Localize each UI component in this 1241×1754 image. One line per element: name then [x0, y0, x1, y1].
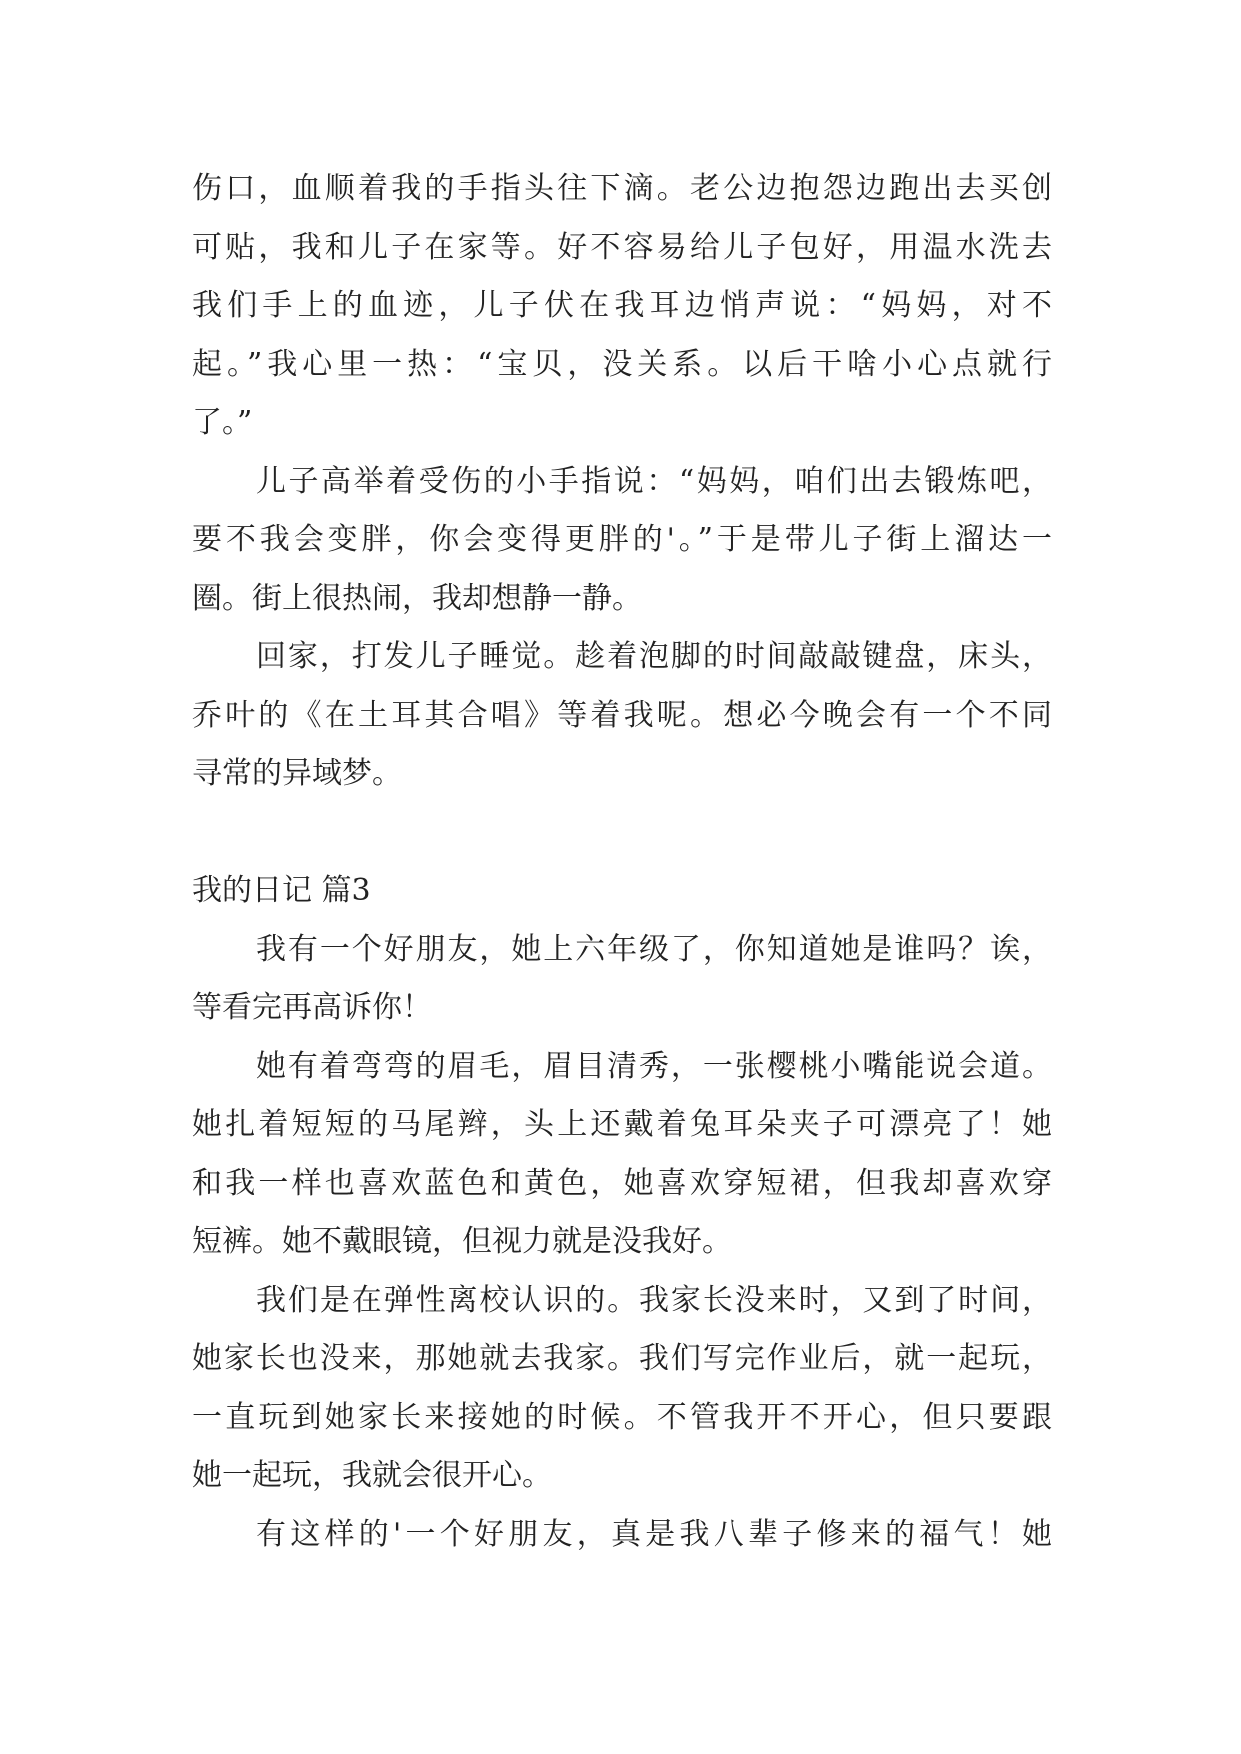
text-line: 她扎着短短的马尾辫，头上还戴着兔耳朵夹子可漂亮了！她 — [192, 1107, 1052, 1142]
text-line: 乔叶的《在土耳其合唱》等着我呢。想必今晚会有一个不同 — [192, 697, 1052, 733]
text-line: 她家长也没来，那她就去我家。我们写完作业后，就一起玩， — [192, 1341, 1052, 1376]
text-line: 等看完再高诉你！ — [192, 990, 432, 1025]
text-line: 我们手上的血迹，儿子伏在我耳边悄声说：“妈妈，对不 — [192, 288, 1052, 323]
text-line: 起。”我心里一热：“宝贝，没关系。以后干啥小心点就行 — [192, 346, 1052, 382]
text-line: 要不我会变胖，你会变得更胖的'。”于是带儿子街上溜达一 — [192, 522, 1052, 557]
text-line: 寻常的异域梦。 — [192, 756, 402, 791]
text-line: 一直玩到她家长来接她的时候。不管我开不开心，但只要跟 — [192, 1399, 1052, 1435]
text-line: 了。” — [192, 405, 253, 440]
text-line: 短裤。她不戴眼镜，但视力就是没我好。 — [192, 1224, 732, 1259]
text-line: 她一起玩，我就会很开心。 — [192, 1458, 552, 1493]
paragraph-first-line: 我有一个好朋友，她上六年级了，你知道她是谁吗？诶， — [256, 931, 1052, 967]
text-line: 伤口，血顺着我的手指头往下滴。老公边抱怨边跑出去买创 — [192, 171, 1052, 206]
paragraph-first-line: 她有着弯弯的眉毛，眉目清秀，一张樱桃小嘴能说会道。 — [256, 1048, 1052, 1084]
section-heading: 我的日记 篇3 — [192, 873, 371, 908]
text-line: 可贴，我和儿子在家等。好不容易给儿子包好，用温水洗去 — [192, 229, 1052, 265]
paragraph-first-line: 有这样的'一个好朋友，真是我八辈子修来的福气！她 — [256, 1516, 1052, 1552]
section-gap — [192, 804, 1052, 863]
text-line: 圈。街上很热闹，我却想静一静。 — [192, 580, 642, 616]
paragraph-first-line: 回家，打发儿子睡觉。趁着泡脚的时间敲敲键盘，床头， — [256, 639, 1052, 674]
document-body — [192, 160, 1052, 1564]
paragraph-first-line: 我们是在弹性离校认识的。我家长没来时，又到了时间， — [256, 1282, 1052, 1318]
paragraph-first-line: 儿子高举着受伤的小手指说：“妈妈，咱们出去锻炼吧， — [256, 463, 1052, 499]
text-line: 和我一样也喜欢蓝色和黄色，她喜欢穿短裙，但我却喜欢穿 — [192, 1165, 1052, 1201]
